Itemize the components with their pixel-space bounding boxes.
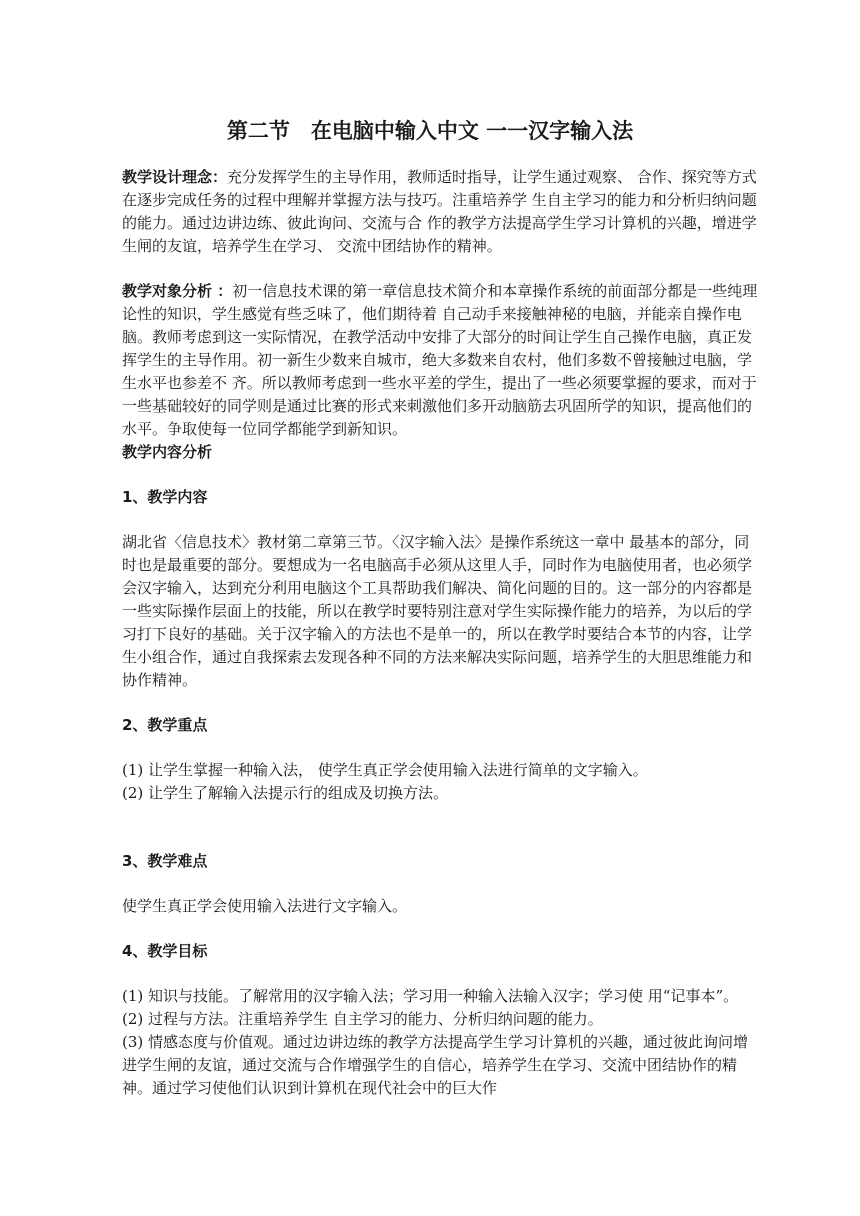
- section-1-heading: 1、教学内容: [122, 488, 208, 506]
- section-1-text: 湖北省〈信息技术〉教材第二章第三节。〈汉字输入法〉是操作系统这一章中 最基本的部分，同时也是最重要的部分。要想成为一名电脑高手必须从这里人手，同时作为电脑使用者，也必须学会汉字输入，达到充分利用电脑这个工具帮助我们解决、简化问题的目的。这一部分的内容都是一些实际操作层面上的技能，所以在教学时要特别注意对学生实际操作能力的培养，为以后的学习打下良好的基础。关于汉字输入的方法也不是单一的，所以在教学时要结合本节的内容，让学生小组合作，通过自我探索去发现各种不同的方法来解决实际问题，培养学生的大胆思维能力和协作精神。: [122, 533, 753, 689]
- document-body: [122, 166, 758, 1100]
- object-analysis-text: 初一信息技术课的第一章信息技术简介和本章操作系统的前面部分都是一些纯理论性的知识，学生感觉有些乏味了，他们期待着 自己动手来接触神秘的电脑，并能亲自操作电脑。教师考虑到这一实际情况，在教学活动中安排了大部分的时间让学生自己操作电脑，真正发挥学生的主导作用。初一新生少数来自城市，绝大多数来自农村，他们多数不曾接触过电脑，学生水平也参差不 齐。所以教师考虑到一些水平差的学生，提出了一些必须要掌握的要求，而对于 一些基础较好的同学则是通过比赛的形式来刺激他们多开动脑筋去巩固所学的知识，提高他们的水平。争取使每一位同学都能学到新知识。: [122, 282, 758, 438]
- section-4-item-2: (2) 过程与方法。注重培养学生 自主学习的能力、分析归纳问题的能力。: [122, 1010, 603, 1028]
- section-3-heading: 3、教学难点: [122, 852, 208, 870]
- section-3-text: 使学生真正学会使用输入法进行文字输入。: [122, 897, 408, 915]
- section-4-item-1: (1) 知识与技能。了解常用的汉字输入法；学习用一种输入法输入汉字；学习使 用“记事本”。: [122, 987, 739, 1005]
- design-concept-paragraph: [122, 166, 758, 258]
- section-2-heading: 2、教学重点: [122, 716, 208, 734]
- design-concept-text: 充分发挥学生的主导作用，教师适时指导，让学生通过观察、 合作、探究等方式在逐步完成任务的过程中理解并掌握方法与技巧。注重培养学 生自主学习的能力和分析归纳问题的能力。通过边讲边练、彼此询问、交流与合 作的教学方法提高学生学习计算机的兴趣，增进学生闸的友谊，培养学生在学习、 交流中团结协作的精神。: [122, 168, 757, 255]
- content-analysis-heading: 教学内容分析: [122, 443, 213, 461]
- object-analysis-label: 教学对象分析 ：: [122, 282, 233, 300]
- section-4-item-3: (3) 情感态度与价值观。通过边讲边练的教学方法提高学生学习计算机的兴趣，通过彼此询问增进学生闸的友谊，通过交流与合作增强学生的自信心，培养学生在学习、交流中团结协作的精神。通过学习使他们认识到计算机在现代社会中的巨大作: [122, 1033, 749, 1097]
- page-title: 第二节 在电脑中输入中文 一一汉字输入法: [226, 119, 634, 143]
- design-concept-label: 教学设计理念：: [122, 168, 228, 186]
- object-analysis-paragraph: [122, 280, 758, 441]
- section-4-heading: 4、教学目标: [122, 942, 208, 960]
- section-2-item-2: (2) 让学生了解输入法提示行的组成及切换方法。: [122, 784, 449, 802]
- section-2-item-1: (1) 让学生掌握一种输入法， 使学生真正学会使用输入法进行简单的文字输入。: [122, 761, 648, 779]
